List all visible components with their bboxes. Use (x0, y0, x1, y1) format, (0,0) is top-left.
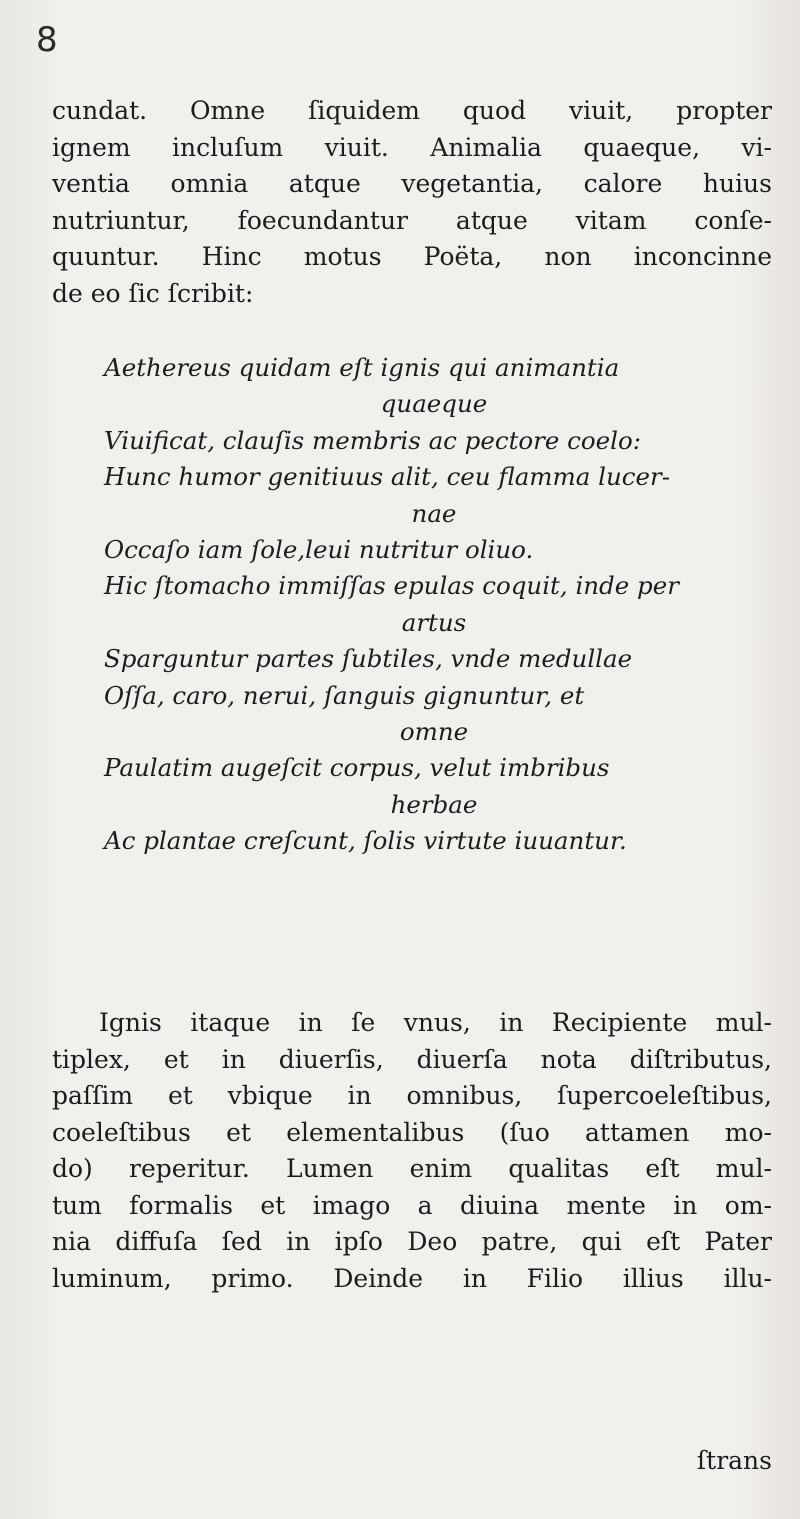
paragraph-intro (52, 93, 772, 312)
poem-line: Occaſo iam ſole,leui nutritur oliuo. (104, 535, 534, 565)
text-line: paſſim et vbique in omnibus, ſupercoeleſtibus, (52, 1081, 772, 1110)
text-line: Ignis itaque in ſe vnus, in Recipiente mul- (99, 1008, 772, 1037)
poem-line: Sparguntur partes ſubtiles, vnde medullae (104, 644, 633, 674)
paragraph-ignis (52, 1005, 772, 1297)
poem-line: Hic ſtomacho immiſſas epulas coquit, inde per (104, 571, 679, 601)
text-line: ignem incluſum viuit. Animalia quaeque, vi- (52, 132, 772, 162)
text-line: tiplex, et in diuerſis, diuerſa nota diſtributus, (52, 1044, 772, 1074)
text-line: de eo ſic ſcribit: (52, 278, 254, 308)
text-line: quuntur. Hinc motus Poëta, non inconcinne (52, 242, 772, 271)
text-line: do) reperitur. Lumen enim qualitas eſt mul- (52, 1154, 772, 1183)
text-line: ventia omnia atque vegetantia, calore huius (52, 169, 772, 198)
poem-line: Aethereus quidam eſt ignis qui animantia (104, 353, 620, 382)
poem-line-continuation: herbae (390, 789, 478, 819)
poem-line-continuation: nae (411, 498, 457, 528)
text-line: luminum, primo. Deinde in Filio illius illu- (52, 1263, 772, 1293)
poem-line: Hunc humor genitiuus alit, ceu flamma lucer- (104, 462, 670, 492)
catchword: ſtrans (696, 1446, 772, 1475)
page-number: 8 (36, 20, 58, 60)
text-line: cundat. Omne ſiquidem quod viuit, propter (52, 96, 772, 125)
poem-line: Ac plantae creſcunt, ſolis virtute iuuantur. (104, 826, 627, 856)
poem-line: Oſſa, caro, nerui, ſanguis gignuntur, et (104, 680, 585, 710)
text-line: coeleſtibus et elementalibus (ſuo attamen mo- (52, 1117, 772, 1147)
poem-line-continuation: omne (399, 717, 469, 747)
poem-line-continuation: artus (401, 607, 467, 637)
poem-line-continuation: quaeque (380, 389, 488, 419)
poem-line: Paulatim augeſcit corpus, velut imbribus (104, 753, 610, 783)
poem-line: Viuificat, clauſis membris ac pectore coelo: (104, 425, 641, 455)
text-line: nutriuntur, foecundantur atque vitam conſe- (52, 205, 772, 235)
poem-quotation (104, 350, 764, 860)
text-line: tum formalis et imago a diuina mente in om- (52, 1190, 772, 1220)
text-line: nia diffuſa ſed in ipſo Deo patre, qui eſt Pater (52, 1227, 772, 1256)
